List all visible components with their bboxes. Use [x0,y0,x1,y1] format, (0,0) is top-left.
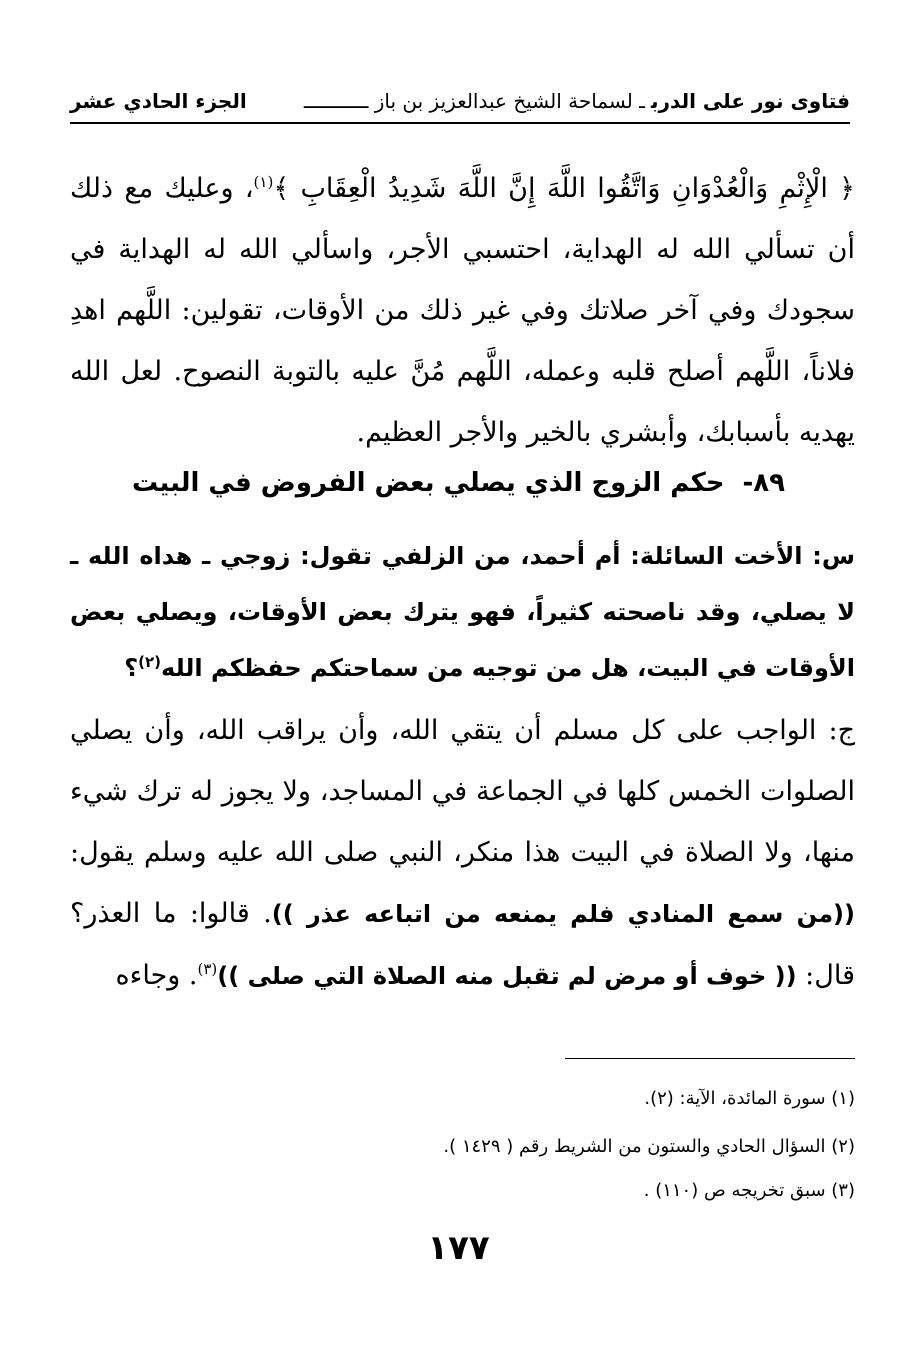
question-end: ؟ [124,654,139,682]
paragraph-continuation [70,158,855,463]
footnote-ref-3: (٣) [197,960,218,978]
question-text: س: الأخت السائلة: أم أحمد، من الزلفي تقول: زوجي ـ هداه الله ـ لا يصلي، وقد ناصحته كثيراً، فهو يترك بعض الأوقات، ويصلي بعض الأوقات في البيت، هل من توجيه من سماحتكم حفظكم الله [70,542,855,682]
header-book-title: فتاوى نور على الدرب [651,89,850,113]
section-heading [60,468,857,498]
footnote-ref-2: (٢) [138,653,162,671]
page-number: ١٧٧ [427,1228,490,1268]
footnote-ref-1: (١) [253,173,274,191]
header-book-author [298,89,850,113]
answer-text-3: . وجاءه [115,960,198,991]
footnote-separator [565,1058,855,1059]
hadith-quote-2: (( خوف أو مرض لم تقبل منه الصلاة التي صلى )) [217,962,797,990]
footnote-1: (١) سورة المائدة، الآية: (٢). [644,1088,855,1109]
running-header [70,80,850,124]
header-author: ـ لسماحة الشيخ عبدالعزيز بن باز ـــــــــــ [303,89,646,113]
section-title: حكم الزوج الذي يصلي بعض الفروض في البيت [131,468,725,498]
hadith-quote-1: ((من سمع المنادي فلم يمنعه من اتباعه عذر )) [271,900,855,928]
footnote-2: (٢) السؤال الحادي والستون من الشريط رقم ( ١٤٢٩ ). [443,1136,855,1157]
question-paragraph [70,528,855,696]
section-number: ٨٩- [742,468,786,498]
header-part: الجزء الحادي عشر [70,89,247,113]
footnote-3: (٣) سبق تخريجه ص (١١٠) . [643,1180,855,1201]
answer-paragraph [70,700,855,1007]
quran-verse: ﴿ الْإِثْمِ وَالْعُدْوَانِ وَاتَّقُوا اللَّهَ إِنَّ اللَّهَ شَدِيدُ الْعِقَابِ ﴾ [273,173,855,204]
answer-text-1: ج: الواجب على كل مسلم أن يتقي الله، وأن يراقب الله، وأن يصلي الصلوات الخمس كلها في الجماعة في المساجد، ولا يجوز له ترك شيء منها، ولا الصلاة في البيت هذا منكر، النبي صلى الله عليه وسلم يقول: [70,715,855,868]
paragraph-text: ، وعليك مع ذلك أن تسألي الله له الهداية، احتسبي الأجر، واسألي الله له الهداية في سجودك وفي آخر صلاتك وفي غير ذلك من الأوقات، تقولين: اللَّهم اهدِ فلاناً، اللَّهم أصلح قلبه وعمله، اللَّهم مُنَّ عليه بالتوبة النصوح. لعل الله يهديه بأسبابك، وأبشري بالخير والأجر العظيم. [70,173,855,448]
answer-text-2: . قالوا: ما العذر؟ قال: [70,898,855,991]
